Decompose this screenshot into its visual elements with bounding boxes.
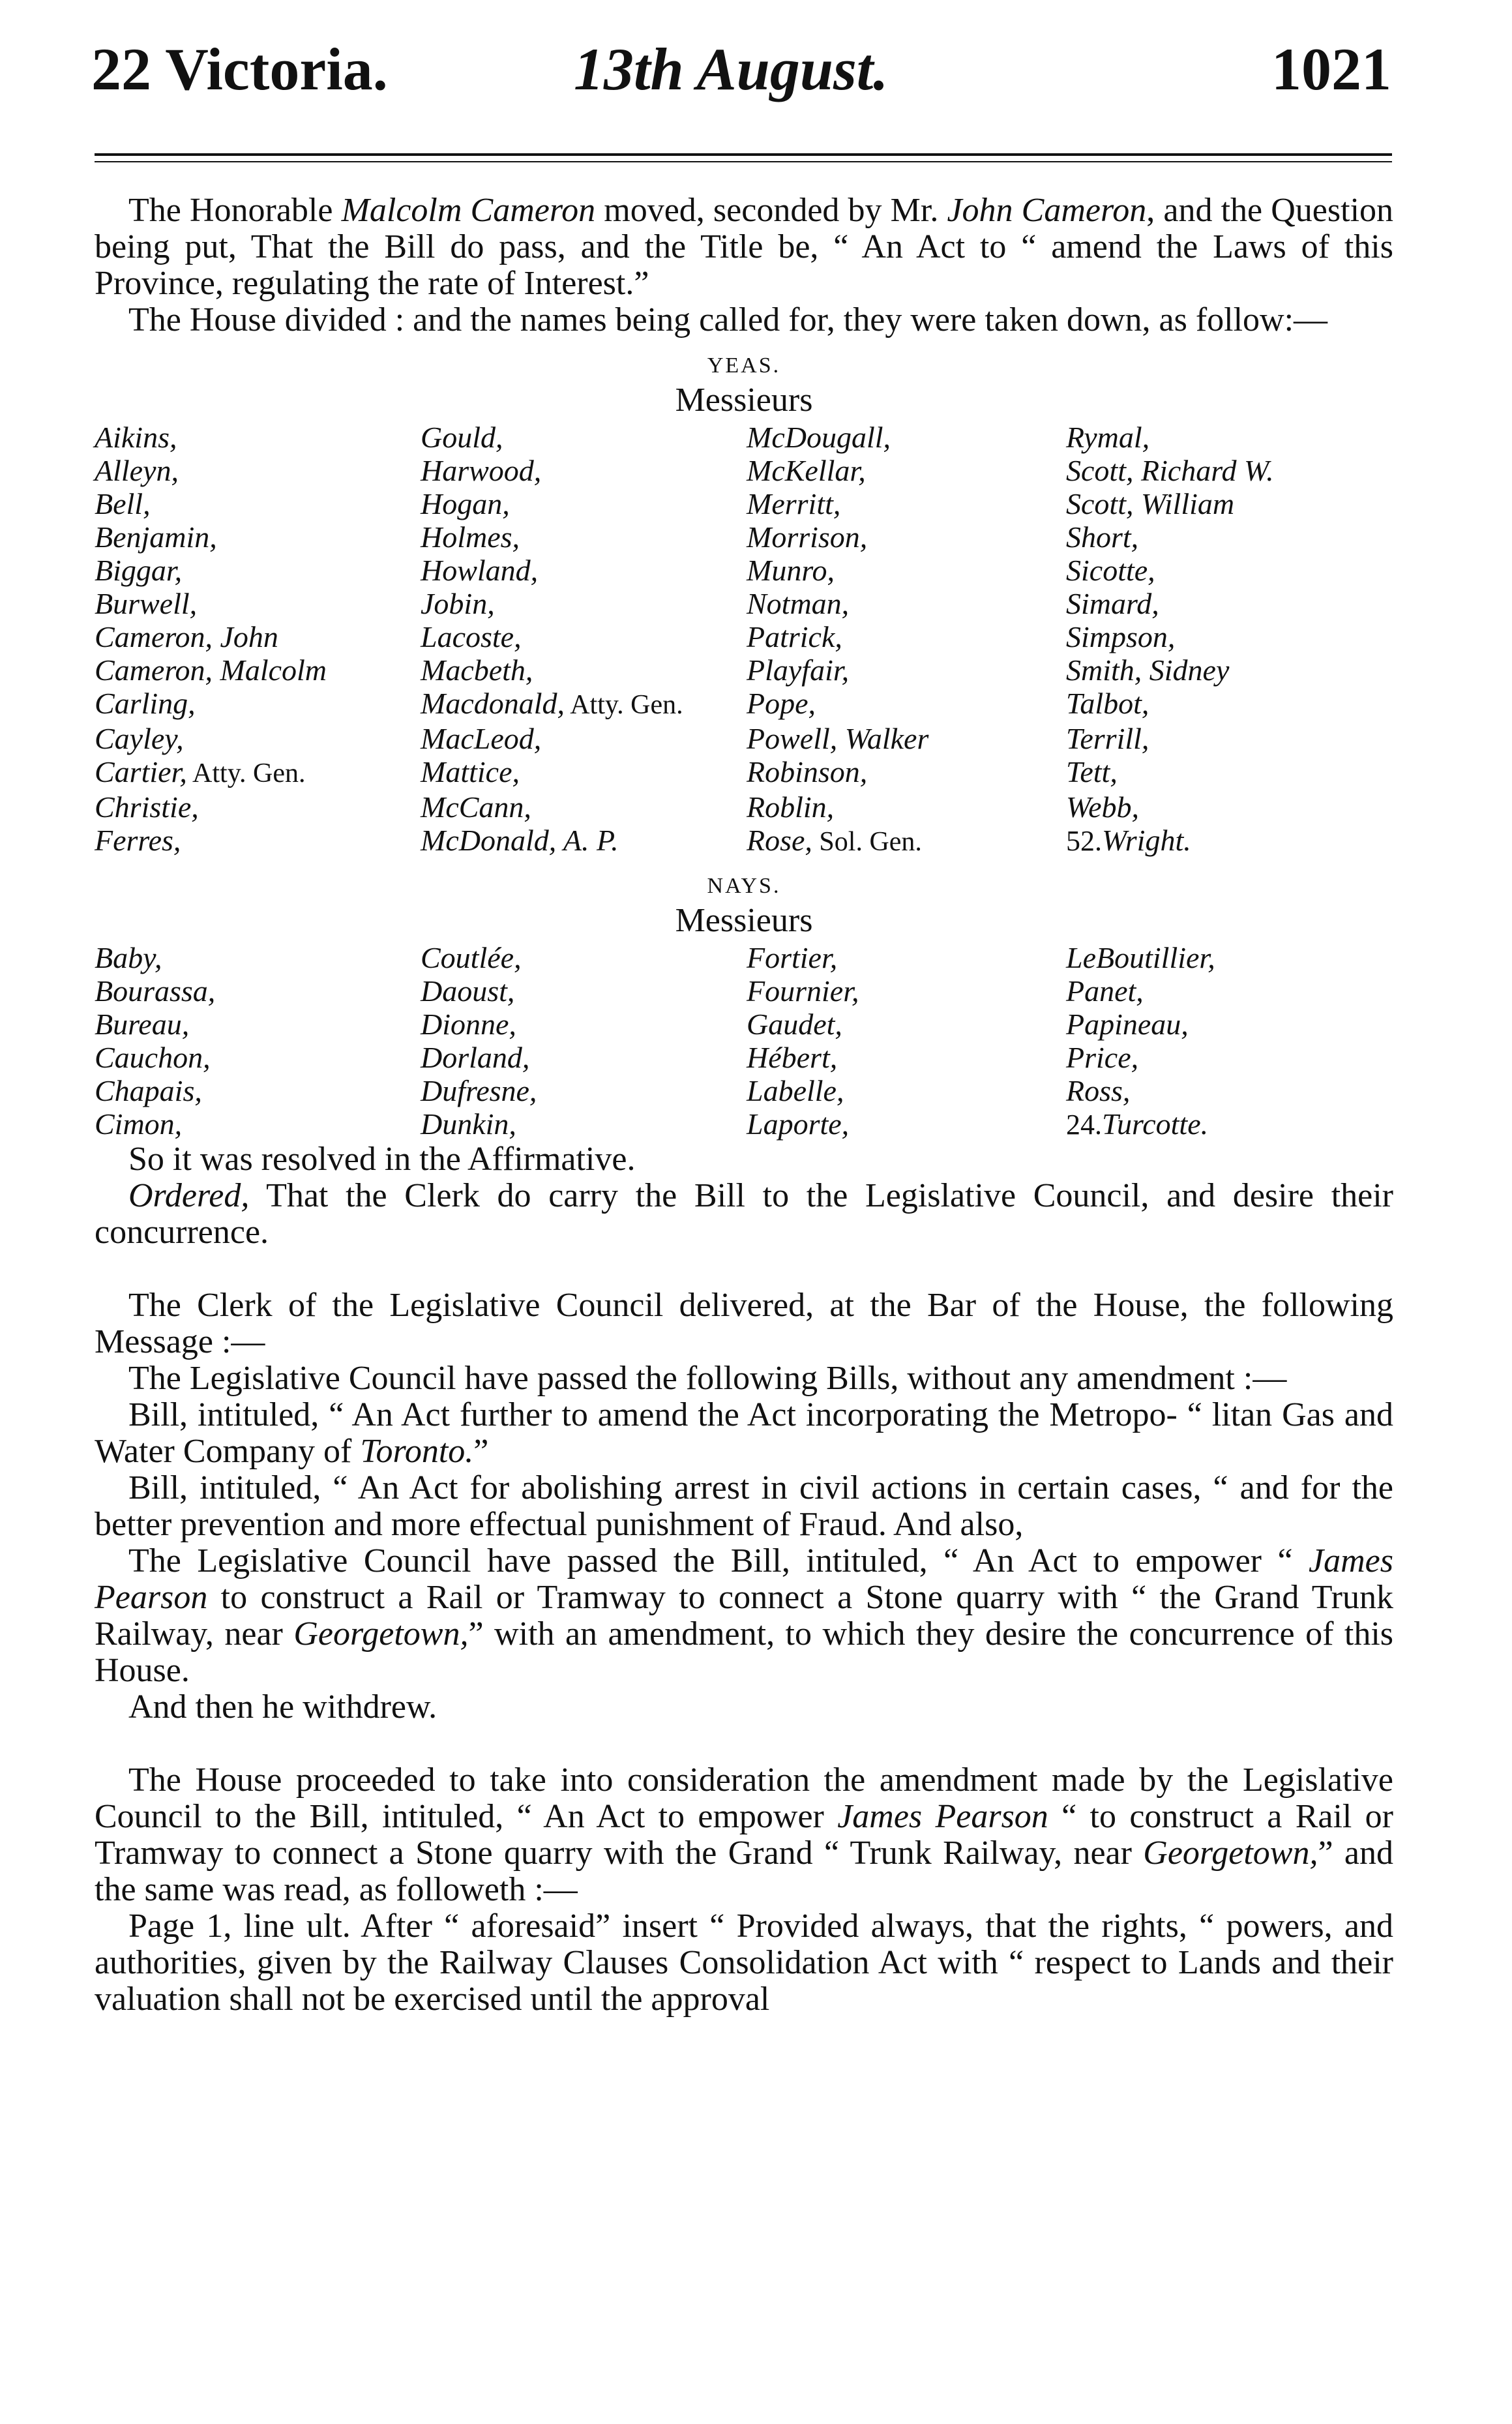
bill-gas-water-paragraph: Bill, intituled, “ An Act further to amend the Act incorporating the Metropo- “ litan Gas and Water Company of Toronto.” xyxy=(95,1396,1393,1470)
nay-name: Panet, xyxy=(1066,974,1144,1008)
spacer xyxy=(95,1726,1393,1762)
nay-name: Dunkin, xyxy=(421,1107,516,1141)
yea-name: Aikins, xyxy=(95,421,177,454)
yea-name: Morrison, xyxy=(747,520,868,554)
header-rule-thin xyxy=(95,161,1392,162)
nay-name: Laporte, xyxy=(747,1107,850,1141)
nay-name: Dionne, xyxy=(421,1008,516,1041)
sol-gen-label: Sol. Gen. xyxy=(812,827,922,857)
clerk-message-paragraph: The Clerk of the Legislative Council delivered, at the Bar of the House, the following Message :— xyxy=(95,1287,1393,1360)
nay-name: Labelle, xyxy=(747,1074,844,1107)
yea-name: McKellar, xyxy=(747,454,866,487)
bill-arrest-paragraph: Bill, intituled, “ An Act for abolishing arrest in civil actions in certain cases, “ and for the better prevention and more effectual punishment of Fraud. And also, xyxy=(95,1469,1393,1543)
yea-name: Talbot, xyxy=(1066,687,1149,720)
yea-name: Sicotte, xyxy=(1066,554,1155,587)
yea-name: Biggar, xyxy=(95,554,183,587)
amendment-paragraph: The House proceeded to take into consideration the amendment made by the Legislative Council to the Bill, intituled, “ An Act to empower James Pearson “ to construct a Rail or Tramway to connect a Stone quarry with the Grand “ Trunk Railway, near Georgetown,” and the same was read, as followeth :— xyxy=(95,1761,1393,1908)
spacer xyxy=(95,1251,1393,1287)
division-paragraph: The House divided : and the names being called for, they were taken down, as follow:— xyxy=(128,301,1328,338)
nay-name: Dorland, xyxy=(421,1041,530,1074)
nay-name: Coutlée, xyxy=(421,941,522,974)
yea-name: Lacoste, xyxy=(421,620,522,653)
nay-name: Daoust, xyxy=(421,974,515,1008)
yea-name: Gould, xyxy=(421,421,503,454)
yea-name: Macbeth, xyxy=(421,653,533,687)
nays-messieurs: Messieurs xyxy=(675,902,813,939)
yea-name: Simard, xyxy=(1066,587,1159,620)
yea-name: Roblin, xyxy=(747,790,835,824)
yea-name: Bell, xyxy=(95,487,151,520)
nay-name: Cimon, xyxy=(95,1107,183,1141)
yea-name: Terrill, xyxy=(1066,722,1149,755)
yea-name: Howland, xyxy=(421,554,539,587)
atty-gen-label: Atty. Gen. xyxy=(565,690,683,720)
page-line-paragraph: Page 1, line ult. After “ aforesaid” insert “ Provided always, that the rights, “ powers, and authorities, given by the Railway Clauses Consolidation Act with “ respect to Lands and their valuation shall not be exercised until the approval xyxy=(95,1908,1393,2018)
yea-name: Patrick, xyxy=(747,620,842,653)
yea-name: Robinson, xyxy=(747,755,868,788)
running-head-session: 22 Victoria. xyxy=(91,36,388,102)
yea-name-wright: 52.Wright. xyxy=(1066,824,1191,857)
bill-tramway-paragraph: The Legislative Council have passed the Bill, intituled, “ An Act to empower “ James Pearson to construct a Rail or Tramway to connect a Stone quarry with “ the Grand Trunk Railway, near Georgetown,” with an amendment, to which they desire the concurrence of this House. xyxy=(95,1542,1393,1689)
nay-name-turcotte: 24.Turcotte. xyxy=(1066,1107,1209,1141)
nays-heading: NAYS. xyxy=(707,874,781,898)
nay-name: Bourassa, xyxy=(95,974,216,1008)
nay-name: Gaudet, xyxy=(747,1008,842,1041)
yea-name: Rymal, xyxy=(1066,421,1150,454)
nay-name: Papineau, xyxy=(1066,1008,1189,1041)
nay-name: Baby, xyxy=(95,941,162,974)
yea-name: Ferres, xyxy=(95,824,181,857)
yea-name: Pope, xyxy=(747,687,816,720)
yea-name: Christie, xyxy=(95,790,199,824)
yea-name: Smith, Sidney xyxy=(1066,653,1230,687)
yea-name-rose: Rose, Sol. Gen. xyxy=(747,824,922,857)
yea-name: Hogan, xyxy=(421,487,510,520)
yea-name: Harwood, xyxy=(421,454,542,487)
running-head-date: 13th August. xyxy=(574,36,889,102)
nay-name: Ross, xyxy=(1066,1074,1131,1107)
yea-name: McCann, xyxy=(421,790,531,824)
yea-name: Burwell, xyxy=(95,587,198,620)
nays-count: 24. xyxy=(1066,1109,1102,1141)
yea-name: Benjamin, xyxy=(95,520,217,554)
page-number: 1021 xyxy=(1271,36,1391,102)
yea-name-macdonald: Macdonald, Atty. Gen. xyxy=(421,687,683,720)
resolved-paragraph: So it was resolved in the Affirmative. xyxy=(128,1141,636,1178)
yea-name: Merritt, xyxy=(747,487,841,520)
yea-name: Cameron, John xyxy=(95,620,278,653)
yea-name: Playfair, xyxy=(747,653,850,687)
yea-name: Alleyn, xyxy=(95,454,179,487)
yea-name: Cameron, Malcolm xyxy=(95,653,327,687)
council-paragraph: The Legislative Council have passed the following Bills, without any amendment :— xyxy=(128,1360,1287,1397)
yea-name-cartier: Cartier, Atty. Gen. xyxy=(95,755,306,788)
yea-name: Tett, xyxy=(1066,755,1118,788)
yea-name: Powell, Walker xyxy=(747,722,929,755)
yea-name: Notman, xyxy=(747,587,850,620)
withdrew-paragraph: And then he withdrew. xyxy=(128,1688,437,1726)
yea-name: Webb, xyxy=(1066,790,1140,824)
yea-name: Cayley, xyxy=(95,722,184,755)
yea-name: McDougall, xyxy=(747,421,891,454)
nay-name: Fournier, xyxy=(747,974,859,1008)
nay-name: LeBoutillier, xyxy=(1066,941,1215,974)
yea-name: Carling, xyxy=(95,687,196,720)
yeas-list xyxy=(95,421,1393,859)
motion-paragraph: The Honorable Malcolm Cameron moved, seconded by Mr. John Cameron, and the Question being put, That the Bill do pass, and the Title be, “ An Act to “ amend the Laws of this Province, regulating the rate of Interest.” xyxy=(95,192,1394,302)
atty-gen-label: Atty. Gen. xyxy=(186,758,306,788)
nay-name: Chapais, xyxy=(95,1074,202,1107)
nay-name: Hébert, xyxy=(747,1041,838,1074)
yea-name: Mattice, xyxy=(421,755,520,788)
nays-list xyxy=(95,941,1393,1141)
ordered-paragraph: Ordered, That the Clerk do carry the Bill to the Legislative Council, and desire their concurrence. xyxy=(95,1177,1393,1251)
nay-name: Cauchon, xyxy=(95,1041,211,1074)
yea-name: Simpson, xyxy=(1066,620,1176,653)
header-rule xyxy=(95,153,1392,156)
journal-body xyxy=(95,192,1393,2018)
yea-name: Jobin, xyxy=(421,587,495,620)
yeas-messieurs: Messieurs xyxy=(675,382,813,419)
yea-name: Holmes, xyxy=(421,520,520,554)
yea-name: Scott, Richard W. xyxy=(1066,454,1274,487)
yeas-count: 52. xyxy=(1066,825,1102,857)
yea-name: Short, xyxy=(1066,520,1139,554)
nay-name: Dufresne, xyxy=(421,1074,537,1107)
yea-name: Munro, xyxy=(747,554,835,587)
nay-name: Price, xyxy=(1066,1041,1139,1074)
nay-name: Fortier, xyxy=(747,941,838,974)
yea-name: Scott, William xyxy=(1066,487,1235,520)
yea-name: McDonald, A. P. xyxy=(421,824,619,857)
yea-name: MacLeod, xyxy=(421,722,542,755)
yeas-heading: YEAS. xyxy=(707,353,781,378)
nay-name: Bureau, xyxy=(95,1008,190,1041)
